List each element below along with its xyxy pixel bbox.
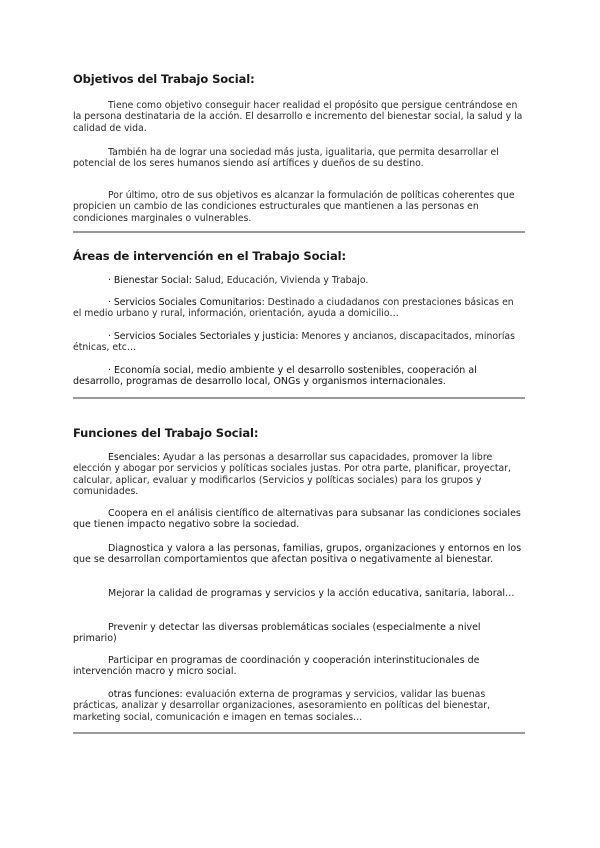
funciones-item-5: Prevenir y detectar las diversas problemáticas sociales (especialmente a nivel primario) [73,622,481,645]
funciones-item-7: otras funciones: evaluación externa de programas y servicios, validar las buenas prácticas, analizar y desarrollar organizaciones, asesoramiento en políticas del bienestar, marketing social, comunicación e imagen en temas sociales… [73,689,491,723]
funciones-item-6: Participar en programas de coordinación y cooperación interinstitucionales de intervención macro y micro social. [73,655,480,678]
areas-item-1: · Bienestar Social: Salud, Educación, Vivienda y Trabajo. [108,275,369,286]
areas-item-2: · Servicios Sociales Comunitarios: Destinado a ciudadanos con prestaciones básicas en el medio urbano y rural, información, orientación, ayuda a domicilio… [73,297,514,320]
areas-item-4: · Economía social, medio ambiente y el desarrollo sostenibles, cooperación al desarrollo, programas de desarrollo local, ONGs y organismos internacionales. [73,365,477,388]
section-divider [73,732,525,734]
funciones-item-1: Esenciales: Ayudar a las personas a desarrollar sus capacidades, promover la libre elección y abogar por servicios y políticas sociales justas. Por otra parte, planificar, proyectar, calcular, aplicar, evaluar y modificarlos (Servicios y políticas sociales) para los grupos y comunidades. [73,452,511,497]
funciones-heading: Funciones del Trabajo Social: [73,426,259,440]
section-divider [73,231,525,233]
section-divider [73,397,525,399]
objetivos-heading: Objetivos del Trabajo Social: [73,72,255,86]
areas-item-3: · Servicios Sociales Sectoriales y justicia: Menores y ancianos, discapacitados, minorías étnicas, etc… [73,331,515,354]
areas-heading: Áreas de intervención en el Trabajo Social: [73,249,346,263]
objetivos-paragraph-1: Tiene como objetivo conseguir hacer realidad el propósito que persigue centrándose en la persona destinataria de la acción. El desarrollo e incremento del bienestar social, la salud y la calidad de vida. [73,100,523,134]
objetivos-paragraph-2: También ha de lograr una sociedad más justa, igualitaria, que permita desarrollar el potencial de los seres humanos siendo así artífices y dueños de su destino. [73,147,499,170]
objetivos-paragraph-3: Por último, otro de sus objetivos es alcanzar la formulación de políticas coherentes que propicien un cambio de las condiciones estructurales que mantienen a las personas en condiciones marginales o vulnerables. [73,190,515,224]
funciones-item-2: Coopera en el análisis científico de alternativas para subsanar las condiciones sociales que tienen impacto negativo sobre la sociedad. [73,508,521,531]
funciones-item-3: Diagnostica y valora a las personas, familias, grupos, organizaciones y entornos en los que se desarrollan comportamientos que afectan positiva o negativamente al bienestar. [73,543,522,566]
funciones-item-4: Mejorar la calidad de programas y servicios y la acción educativa, sanitaria, laboral… [108,588,515,599]
